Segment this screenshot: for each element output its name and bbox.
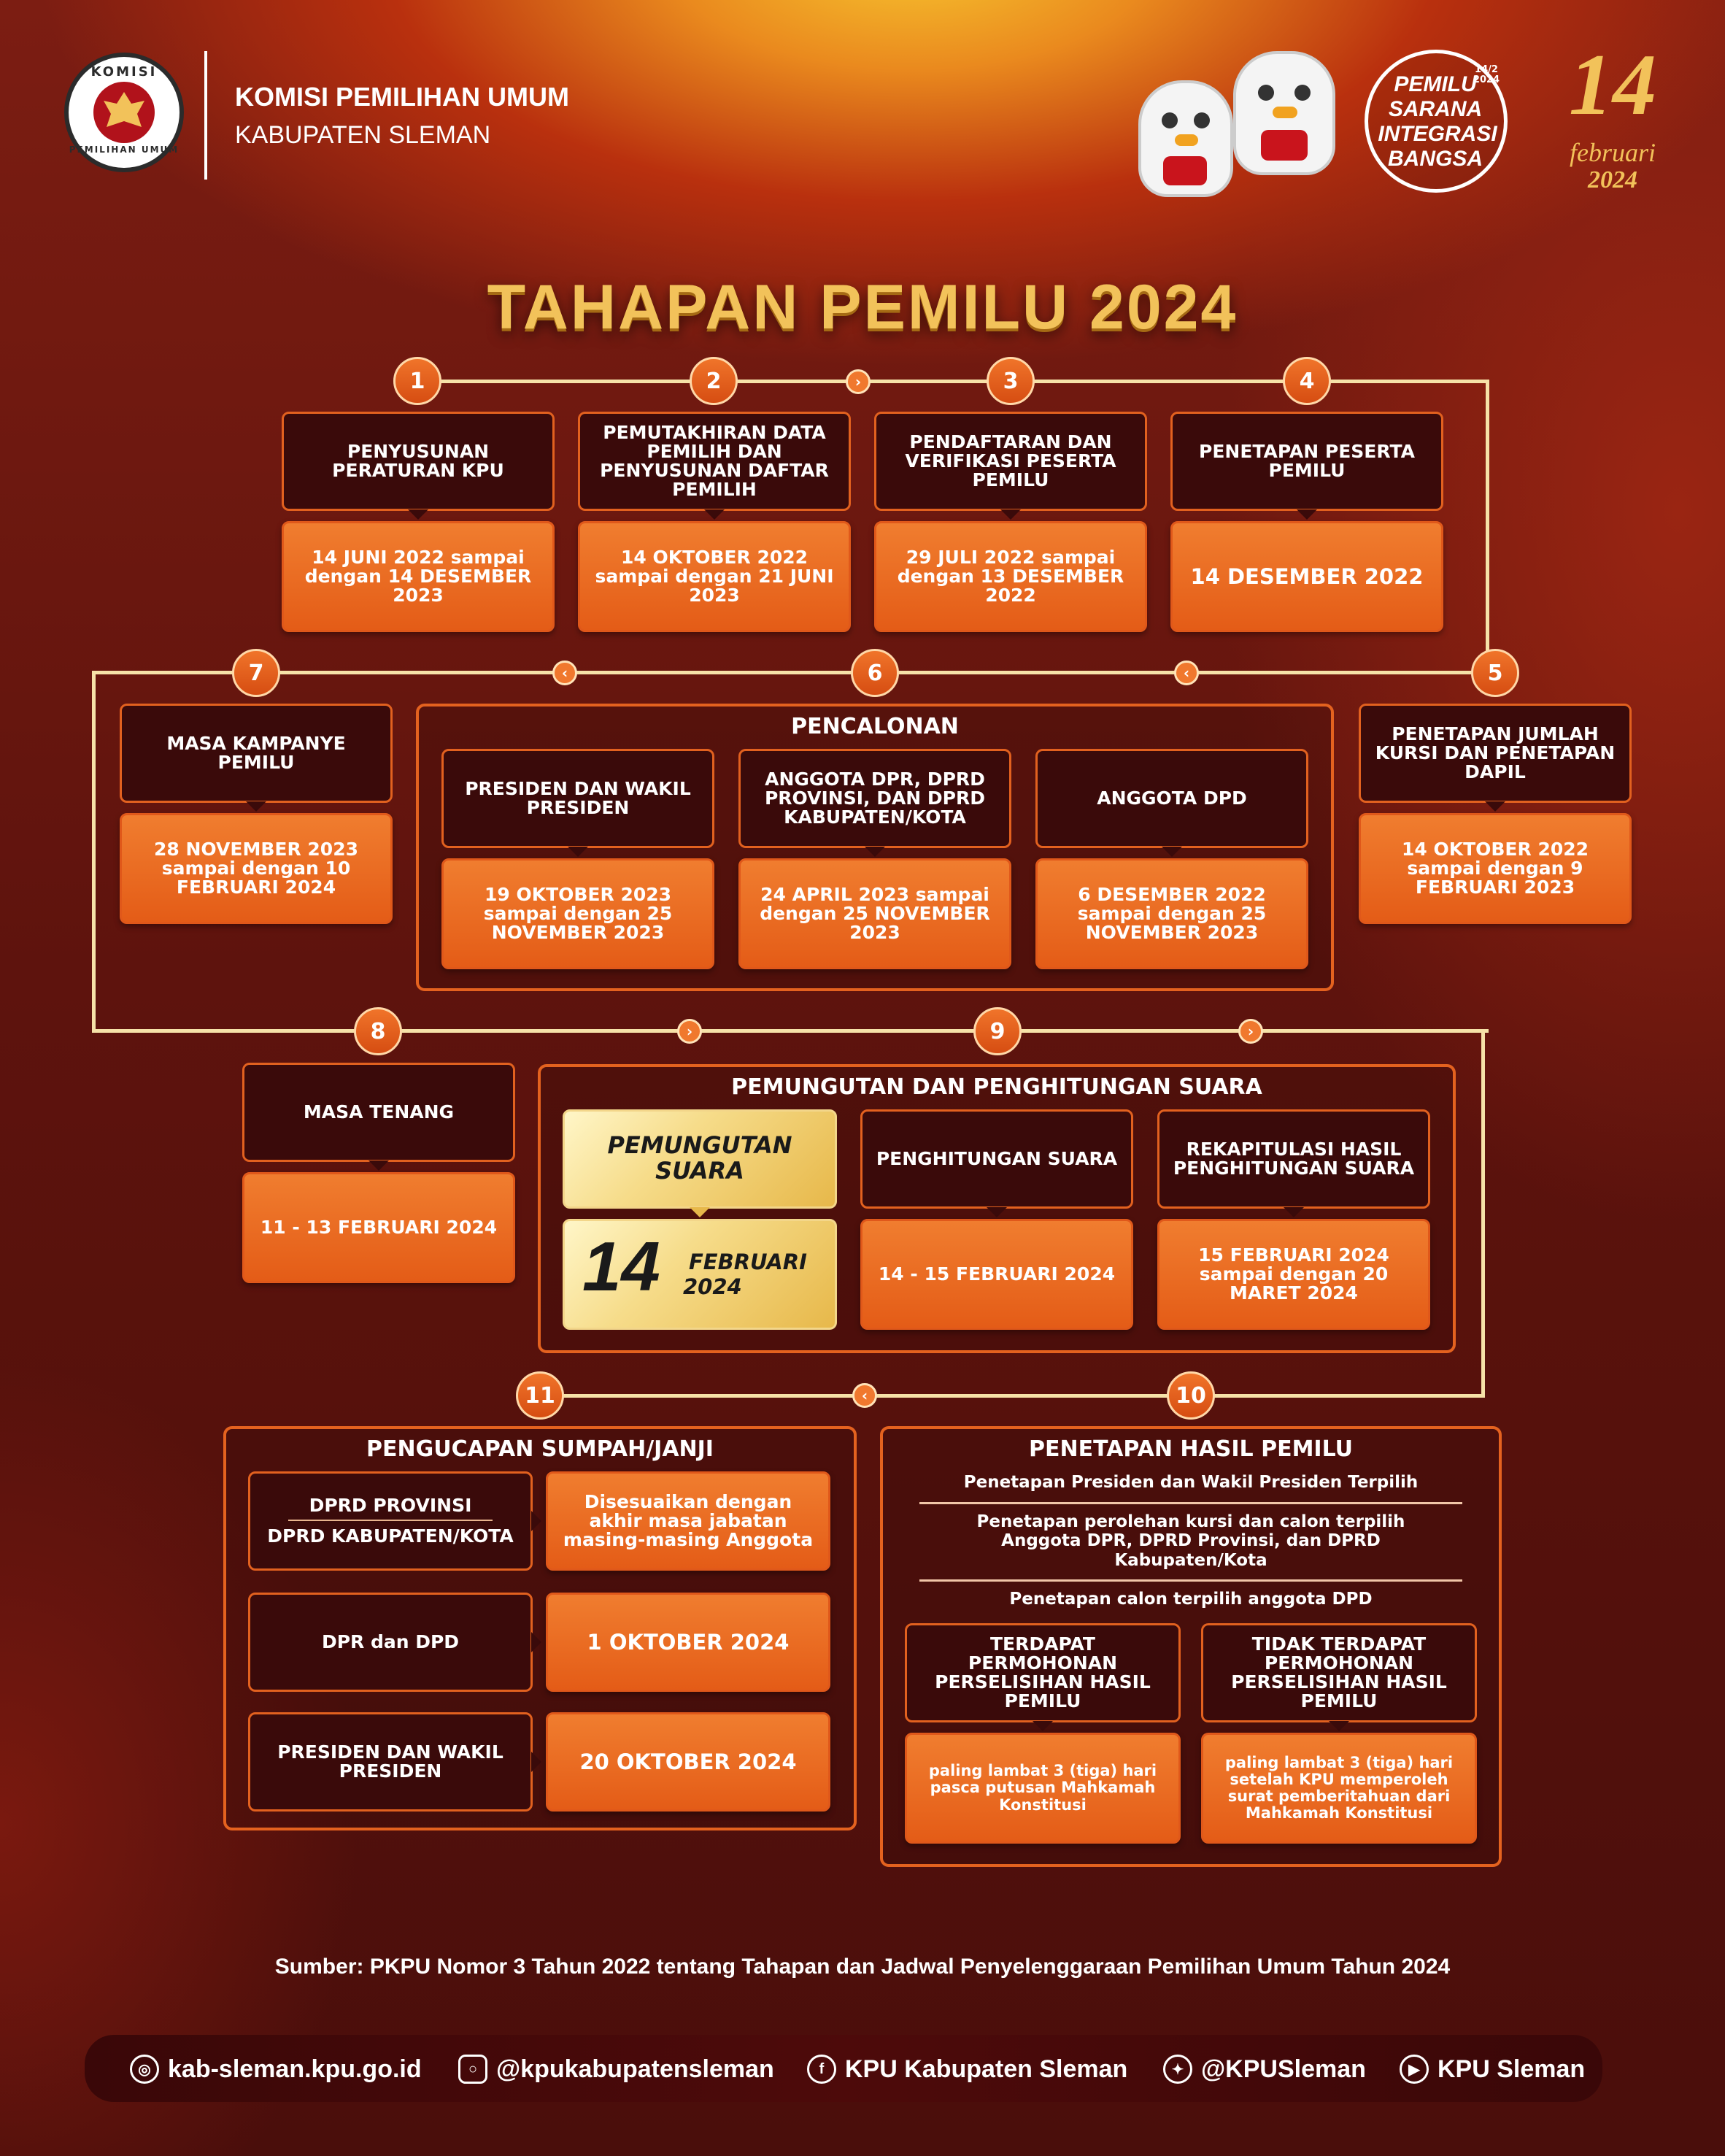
date-year: 2024 (1588, 166, 1637, 193)
pointer-icon (987, 1207, 1007, 1217)
pointer-icon (368, 1160, 389, 1171)
facebook-text: KPU Kabupaten Sleman (845, 2055, 1128, 2083)
twitter-icon: ✦ (1163, 2055, 1192, 2084)
step-number-8: 8 (354, 1007, 402, 1055)
pointer-icon (531, 1511, 541, 1531)
pointer-icon (531, 1632, 541, 1652)
pointer-icon (568, 847, 588, 857)
pointer-icon (531, 1752, 541, 1772)
vote-month: FEBRUARI (689, 1250, 807, 1274)
facebook-link[interactable] (807, 2052, 1127, 2086)
pointer-icon (408, 509, 428, 520)
dprd-kabkota-label: DPRD KABUPATEN/KOTA (267, 1525, 514, 1547)
chevron-left-icon: ‹ (1174, 661, 1199, 685)
step6a-date: 19 OKTOBER 2023 sampai dengan 25 NOVEMBER 2023 (441, 858, 714, 969)
step6c-label: ANGGOTA DPD (1035, 749, 1308, 848)
step5-date: 14 OKTOBER 2022 sampai dengan 9 FEBRUARI 2023 (1359, 813, 1632, 924)
instagram-text: @kpukabupatensleman (496, 2055, 774, 2083)
instagram-icon: ○ (458, 2055, 487, 2084)
step2-label: PEMUTAKHIRAN DATA PEMILIH DAN PENYUSUNAN DAFTAR PEMILIH (578, 412, 851, 511)
step6-title: PENCALONAN (791, 714, 959, 739)
pointer-icon (1000, 509, 1021, 520)
slogan-badge (1365, 50, 1508, 193)
connector-row2 (92, 671, 1489, 674)
dprd-provinsi-label: DPRD PROVINSI (288, 1496, 493, 1521)
step6c-date: 6 DESEMBER 2022 sampai dengan 25 NOVEMBER 2023 (1035, 858, 1308, 969)
step8-label: MASA TENANG (242, 1063, 515, 1162)
facebook-icon: f (807, 2055, 836, 2084)
website-link[interactable] (130, 2052, 422, 2086)
step10a-label: TERDAPAT PERMOHONAN PERSELISIHAN HASIL PEMILU (905, 1623, 1181, 1722)
step7-label: MASA KAMPANYE PEMILU (120, 704, 393, 803)
chevron-right-icon: › (846, 369, 871, 394)
date-month: februari (1569, 138, 1656, 167)
org-title: KOMISI PEMILIHAN UMUM (235, 82, 569, 112)
step11-row3-date: 20 OKTOBER 2024 (546, 1712, 830, 1812)
mascot-right-icon (1233, 51, 1335, 175)
step-number-2: 2 (690, 357, 738, 405)
org-subtitle: KABUPATEN SLEMAN (235, 121, 491, 149)
step9-count-label: PENGHITUNGAN SUARA (860, 1109, 1133, 1209)
connector-left (92, 671, 96, 1031)
logo-bottom-text: PEMILIHAN UMUM (69, 145, 180, 155)
separator (919, 1502, 1462, 1504)
step-number-4: 4 (1283, 357, 1331, 405)
step6b-date: 24 APRIL 2023 sampai dengan 25 NOVEMBER 2023 (738, 858, 1011, 969)
step10-line1: Penetapan Presiden dan Wakil Presiden Terpilih (963, 1473, 1419, 1492)
page-title: TAHAPAN PEMILU 2024 (487, 272, 1238, 342)
step11-row2-date: 1 OKTOBER 2024 (546, 1593, 830, 1692)
twitter-link[interactable] (1163, 2052, 1366, 2086)
step-number-11: 11 (516, 1371, 564, 1420)
step11-row2-label: DPR dan DPD (248, 1593, 533, 1692)
youtube-icon: ▶ (1400, 2055, 1429, 2084)
pointer-icon (1033, 1721, 1053, 1731)
step-number-9: 9 (973, 1007, 1022, 1055)
chevron-right-icon: › (677, 1019, 702, 1044)
step3-label: PENDAFTARAN DAN VERIFIKASI PESERTA PEMILU (874, 412, 1147, 511)
step7-date: 28 NOVEMBER 2023 sampai dengan 10 FEBRUARI 2024 (120, 813, 393, 924)
step9-title: PEMUNGUTAN DAN PENGHITUNGAN SUARA (731, 1074, 1262, 1100)
connector-row4 (540, 1394, 1485, 1398)
kpu-logo (64, 53, 184, 172)
step10-line2: Penetapan perolehan kursi dan calon terpilih Anggota DPR, DPRD Provinsi, dan DPRD Kabupaten/Kota (976, 1512, 1405, 1570)
pointer-icon (704, 509, 725, 520)
step-number-10: 10 (1167, 1371, 1215, 1420)
step2-date: 14 OKTOBER 2022 sampai dengan 21 JUNI 2023 (578, 521, 851, 632)
step10-title: PENETAPAN HASIL PEMILU (1029, 1436, 1353, 1462)
twitter-text: @KPUSleman (1201, 2055, 1366, 2083)
mascot-left-icon (1138, 80, 1233, 197)
pointer-icon (1162, 847, 1182, 857)
chevron-left-icon: ‹ (852, 1383, 877, 1408)
source-note: Sumber: PKPU Nomor 3 Tahun 2022 tentang Tahapan dan Jadwal Penyelenggaraan Pemilihan Umum Tahun 2024 (274, 1955, 1451, 1979)
connector-right1 (1486, 380, 1489, 673)
step3-date: 29 JULI 2022 sampai dengan 13 DESEMBER 2022 (874, 521, 1147, 632)
pointer-icon (865, 847, 885, 857)
pointer-icon (1485, 801, 1505, 812)
slogan-date: 14/2 2024 (1473, 64, 1500, 86)
step-number-7: 7 (232, 649, 280, 697)
step6a-label: PRESIDEN DAN WAKIL PRESIDEN (441, 749, 714, 848)
step10b-label: TIDAK TERDAPAT PERMOHONAN PERSELISIHAN HASIL PEMILU (1201, 1623, 1477, 1722)
pointer-icon (690, 1207, 710, 1217)
slogan-line-4: BANGSA (1387, 147, 1483, 171)
step4-date: 14 DESEMBER 2022 (1170, 521, 1443, 632)
step-number-6: 6 (851, 649, 899, 697)
step10-line3: Penetapan calon terpilih anggota DPD (1009, 1590, 1373, 1609)
pointer-icon (1329, 1721, 1349, 1731)
garuda-emblem-icon (93, 82, 155, 143)
connector-right2 (1481, 1029, 1485, 1397)
globe-icon: ◎ (130, 2055, 159, 2084)
step6b-label: ANGGOTA DPR, DPRD PROVINSI, DAN DPRD KABUPATEN/KOTA (738, 749, 1011, 848)
pointer-icon (1284, 1207, 1304, 1217)
step11-row3-label: PRESIDEN DAN WAKIL PRESIDEN (248, 1712, 533, 1812)
pointer-icon (1297, 509, 1317, 520)
step11-title: PENGUCAPAN SUMPAH/JANJI (366, 1436, 714, 1462)
step5-label: PENETAPAN JUMLAH KURSI DAN PENETAPAN DAPIL (1359, 704, 1632, 803)
date-number: 14 (1569, 36, 1656, 133)
step-number-3: 3 (987, 357, 1035, 405)
vote-year: 2024 (683, 1274, 742, 1299)
separator (919, 1579, 1462, 1582)
vote-day: 14 (582, 1228, 660, 1306)
step4-label: PENETAPAN PESERTA PEMILU (1170, 412, 1443, 511)
logo-top-text: KOMISI (90, 64, 158, 80)
step11-row1-date: Disesuaikan dengan akhir masa jabatan masing-masing Anggota (546, 1471, 830, 1571)
step-number-5: 5 (1471, 649, 1519, 697)
step1-label: PENYUSUNAN PERATURAN KPU (282, 412, 555, 511)
step10b-note: paling lambat 3 (tiga) hari setelah KPU memperoleh surat pemberitahuan dari Mahkamah Konstitusi (1201, 1733, 1477, 1844)
chevron-right-icon: › (1238, 1019, 1263, 1044)
step9-recap-date: 15 FEBRUARI 2024 sampai dengan 20 MARET 2024 (1157, 1219, 1430, 1330)
instagram-link[interactable] (458, 2052, 774, 2086)
step10a-note: paling lambat 3 (tiga) hari pasca putusan Mahkamah Konstitusi (905, 1733, 1181, 1844)
step9-recap-label: REKAPITULASI HASIL PENGHITUNGAN SUARA (1157, 1109, 1430, 1209)
slogan-line-1: PEMILU (1394, 72, 1477, 96)
chevron-left-icon: ‹ (552, 661, 577, 685)
step9-count-date: 14 - 15 FEBRUARI 2024 (860, 1219, 1133, 1330)
youtube-text: KPU Sleman (1438, 2055, 1586, 2083)
slogan-line-2: SARANA (1388, 97, 1483, 121)
youtube-link[interactable] (1400, 2052, 1585, 2086)
step-number-1: 1 (393, 357, 441, 405)
header-divider (204, 51, 207, 180)
website-text: kab-sleman.kpu.go.id (168, 2055, 422, 2083)
vote-label: PEMUNGUTAN SUARA (607, 1131, 792, 1185)
step8-date: 11 - 13 FEBRUARI 2024 (242, 1172, 515, 1283)
step11-row1-label (248, 1471, 533, 1571)
pointer-icon (246, 801, 266, 812)
connector-row3 (92, 1029, 1489, 1033)
step1-date: 14 JUNI 2022 sampai dengan 14 DESEMBER 2023 (282, 521, 555, 632)
slogan-line-3: INTEGRASI (1378, 122, 1497, 146)
